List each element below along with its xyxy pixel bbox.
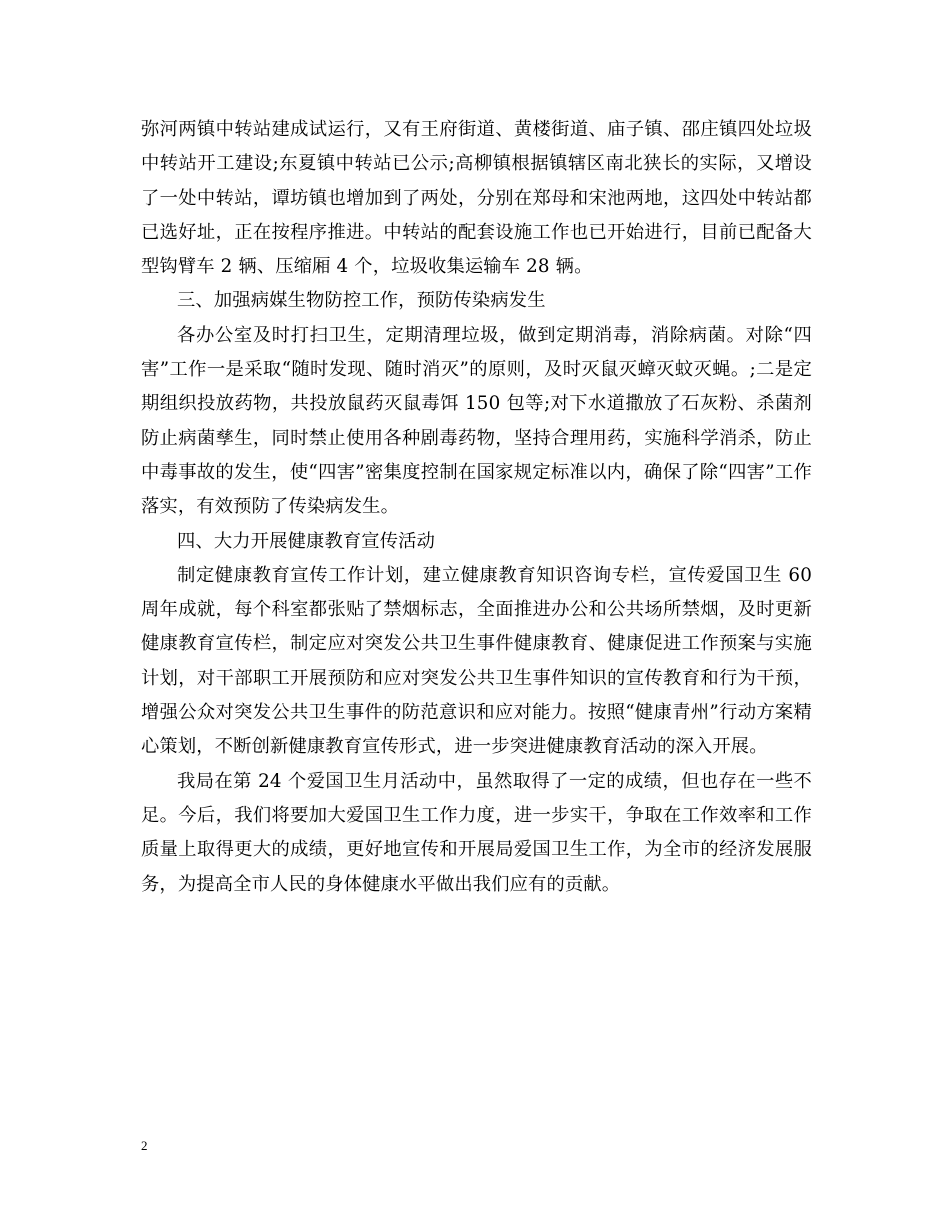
document-body	[141, 113, 812, 902]
section-heading-health-education: 四、大力开展健康教育宣传活动	[177, 530, 436, 552]
paragraph-health-education: 制定健康教育宣传工作计划，建立健康教育知识咨询专栏，宣传爱国卫生 60 周年成就，每个科室都张贴了禁烟标志，全面推进办公和公共场所禁烟，及时更新健康教育宣传栏，制定应对突发公共卫生事件健康教育、健康促进工作预案与实施计划，对干部职工开展预防和应对突发公共卫生事件知识的宣传教育和行为干预，增强公众对突发公共卫生事件的防范意识和应对能力。按照“健康青州”行动方案精心策划，不断创新健康教育宣传形式，进一步突进健康教育活动的深入开展。	[141, 564, 812, 758]
paragraph-vector-control: 各办公室及时打扫卫生，定期清理垃圾，做到定期消毒，消除病菌。对除“四害”工作一是采取“随时发现、随时消灭”的原则，及时灭鼠灭蟑灭蚊灭蝇。;二是定期组织投放药物，共投放鼠药灭鼠毒饵 150 包等;对下水道撒放了石灰粉、杀菌剂防止病菌孳生，同时禁止使用各种剧毒药物，坚持合理用药，实施科学消杀，防止中毒事故的发生，使“四害”密集度控制在国家规定标准以内，确保了除“四害”工作落实，有效预防了传染病发生。	[141, 324, 812, 518]
paragraph-conclusion: 我局在第 24 个爱国卫生月活动中，虽然取得了一定的成绩，但也存在一些不足。今后，我们将要加大爱国卫生工作力度，进一步实干，争取在工作效率和工作质量上取得更大的成绩，更好地宣传和开展局爱国卫生工作，为全市的经济发展服务，为提高全市人民的身体健康水平做出我们应有的贡献。	[141, 770, 812, 895]
page-number: 2	[141, 1138, 148, 1153]
section-heading-vector-control: 三、加强病媒生物防控工作，预防传染病发生	[177, 290, 546, 312]
paragraph-transfer-stations: 弥河两镇中转站建成试运行，又有王府街道、黄楼街道、庙子镇、邵庄镇四处垃圾中转站开工建设;东夏镇中转站已公示;高柳镇根据镇辖区南北狭长的实际，又增设了一处中转站，谭坊镇也增加到了两处，分别在郑母和宋池两地，这四处中转站都已选好址，正在按程序推进。中转站的配套设施工作也已开始进行，目前已配备大型钩臂车 2 辆、压缩厢 4 个，垃圾收集运输车 28 辆。	[141, 119, 812, 278]
